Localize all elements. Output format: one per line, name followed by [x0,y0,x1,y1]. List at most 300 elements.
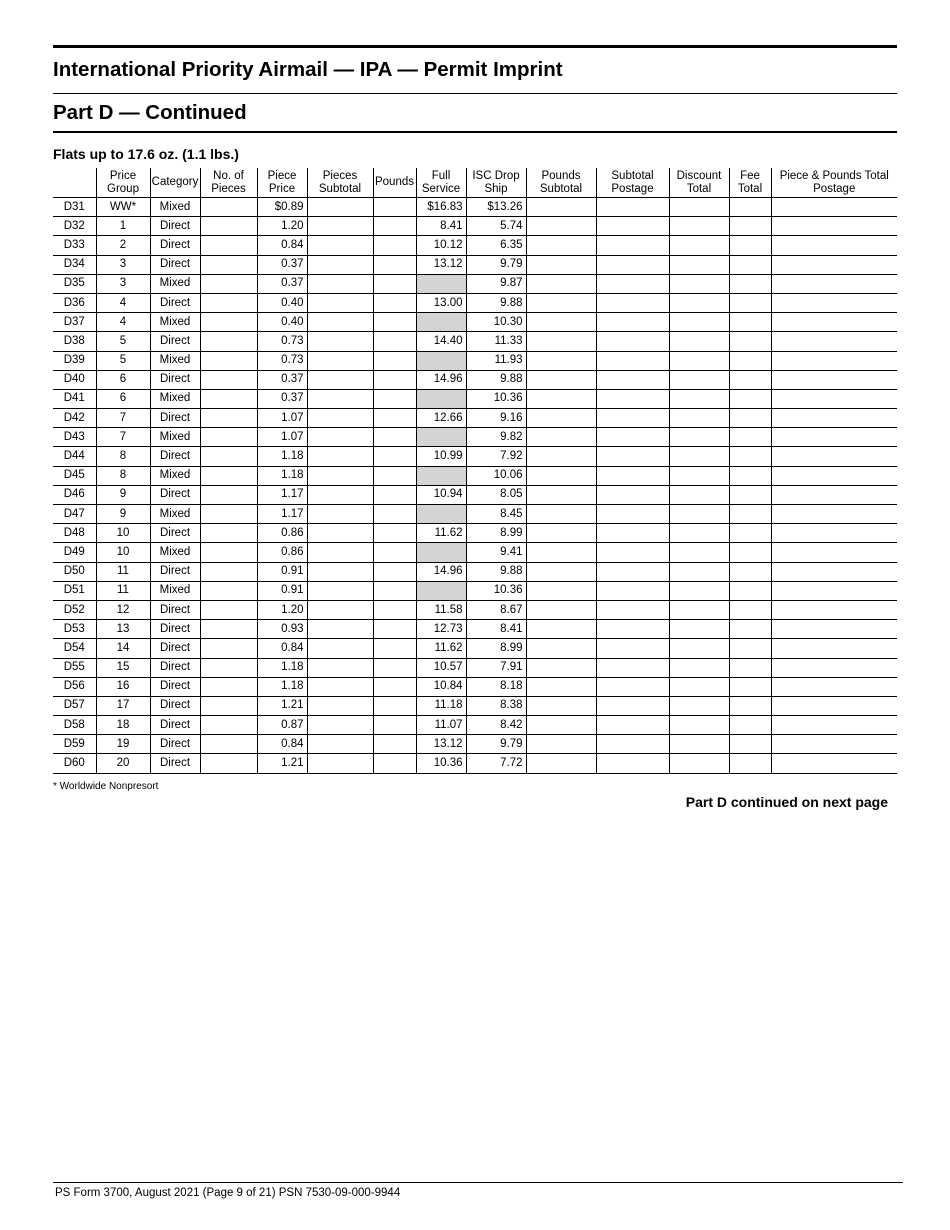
subtotal-postage-field[interactable] [596,600,669,619]
fee-total-field[interactable] [729,389,771,408]
total-postage-field[interactable] [771,466,897,485]
discount-total-field[interactable] [669,505,729,524]
pounds-field[interactable] [373,447,416,466]
price-group-cell: 10 [96,543,150,562]
pounds-field[interactable] [373,543,416,562]
piece-price-cell: 1.18 [257,658,307,677]
pounds-subtotal-field[interactable] [526,313,596,332]
line-number-cell: D43 [53,428,96,447]
total-postage-field[interactable] [771,313,897,332]
total-postage-field[interactable] [771,485,897,504]
pounds-field[interactable] [373,428,416,447]
pieces-subtotal-field[interactable] [307,754,373,773]
discount-total-field[interactable] [669,735,729,754]
total-postage-field[interactable] [771,658,897,677]
isc-drop-ship-cell: 8.45 [466,505,526,524]
pounds-field[interactable] [373,524,416,543]
fee-total-field[interactable] [729,620,771,639]
pounds-subtotal-field[interactable] [526,370,596,389]
pounds-field[interactable] [373,236,416,255]
no-of-pieces-field[interactable] [200,754,257,773]
full-service-cell: 14.96 [416,562,466,581]
pounds-field[interactable] [373,313,416,332]
pounds-field[interactable] [373,658,416,677]
fee-total-field[interactable] [729,677,771,696]
subtotal-postage-field[interactable] [596,639,669,658]
fee-total-field[interactable] [729,466,771,485]
subtotal-postage-field[interactable] [596,428,669,447]
total-postage-field[interactable] [771,293,897,312]
price-group-cell: 8 [96,447,150,466]
line-number-cell: D50 [53,562,96,581]
subtotal-postage-field[interactable] [596,543,669,562]
discount-total-field[interactable] [669,274,729,293]
total-postage-field[interactable] [771,198,897,217]
pieces-subtotal-field[interactable] [307,677,373,696]
discount-total-field[interactable] [669,485,729,504]
total-postage-field[interactable] [771,389,897,408]
subtotal-postage-field[interactable] [596,332,669,351]
pounds-subtotal-field[interactable] [526,447,596,466]
pounds-subtotal-field[interactable] [526,466,596,485]
total-postage-field[interactable] [771,274,897,293]
pieces-subtotal-field[interactable] [307,428,373,447]
piece-price-cell: 0.86 [257,543,307,562]
pieces-subtotal-field[interactable] [307,255,373,274]
subtotal-postage-field[interactable] [596,351,669,370]
pounds-field[interactable] [373,600,416,619]
discount-total-field[interactable] [669,716,729,735]
discount-total-field[interactable] [669,658,729,677]
pieces-subtotal-field[interactable] [307,543,373,562]
fee-total-field[interactable] [729,735,771,754]
total-postage-field[interactable] [771,370,897,389]
fee-total-field[interactable] [729,293,771,312]
pounds-subtotal-field[interactable] [526,658,596,677]
no-of-pieces-field[interactable] [200,505,257,524]
total-postage-field[interactable] [771,620,897,639]
subtotal-postage-field[interactable] [596,447,669,466]
pounds-subtotal-field[interactable] [526,716,596,735]
subtotal-postage-field[interactable] [596,677,669,696]
discount-total-field[interactable] [669,370,729,389]
no-of-pieces-field[interactable] [200,274,257,293]
isc-drop-ship-cell: 9.16 [466,409,526,428]
discount-total-field[interactable] [669,255,729,274]
fee-total-field[interactable] [729,332,771,351]
pounds-subtotal-field[interactable] [526,351,596,370]
pieces-subtotal-field[interactable] [307,505,373,524]
subtotal-postage-field[interactable] [596,313,669,332]
pounds-subtotal-field[interactable] [526,332,596,351]
pounds-subtotal-field[interactable] [526,505,596,524]
pieces-subtotal-field[interactable] [307,447,373,466]
table-row [53,217,897,236]
isc-drop-ship-cell: 8.05 [466,485,526,504]
discount-total-field[interactable] [669,236,729,255]
price-group-cell: 20 [96,754,150,773]
pounds-subtotal-field[interactable] [526,600,596,619]
fee-total-field[interactable] [729,562,771,581]
total-postage-field[interactable] [771,332,897,351]
pieces-subtotal-field[interactable] [307,581,373,600]
total-postage-field[interactable] [771,409,897,428]
total-postage-field[interactable] [771,217,897,236]
pounds-subtotal-field[interactable] [526,543,596,562]
no-of-pieces-field[interactable] [200,217,257,236]
pounds-subtotal-field[interactable] [526,524,596,543]
fee-total-field[interactable] [729,716,771,735]
subtotal-postage-field[interactable] [596,620,669,639]
isc-drop-ship-cell: 8.38 [466,696,526,715]
pounds-field[interactable] [373,332,416,351]
pieces-subtotal-field[interactable] [307,600,373,619]
no-of-pieces-field[interactable] [200,255,257,274]
subtotal-postage-field[interactable] [596,389,669,408]
price-group-cell: 15 [96,658,150,677]
subtotal-postage-field[interactable] [596,716,669,735]
no-of-pieces-field[interactable] [200,620,257,639]
no-of-pieces-field[interactable] [200,293,257,312]
subtotal-postage-field[interactable] [596,274,669,293]
pounds-field[interactable] [373,409,416,428]
pieces-subtotal-field[interactable] [307,351,373,370]
pounds-subtotal-field[interactable] [526,677,596,696]
discount-total-field[interactable] [669,217,729,236]
pounds-field[interactable] [373,389,416,408]
discount-total-field[interactable] [669,466,729,485]
discount-total-field[interactable] [669,313,729,332]
category-cell: Direct [150,600,200,619]
total-postage-field[interactable] [771,639,897,658]
pounds-subtotal-field[interactable] [526,696,596,715]
pounds-subtotal-field[interactable] [526,274,596,293]
price-group-cell: 18 [96,716,150,735]
piece-price-cell: 0.91 [257,581,307,600]
table-row [53,581,897,600]
discount-total-field[interactable] [669,639,729,658]
pounds-field[interactable] [373,696,416,715]
header-pounds-subtotal: Pounds Subtotal [526,168,596,198]
fee-total-field[interactable] [729,428,771,447]
no-of-pieces-field[interactable] [200,447,257,466]
no-of-pieces-field[interactable] [200,600,257,619]
isc-drop-ship-cell: 9.79 [466,255,526,274]
discount-total-field[interactable] [669,409,729,428]
fee-total-field[interactable] [729,313,771,332]
subtotal-postage-field[interactable] [596,198,669,217]
category-cell: Direct [150,217,200,236]
subtotal-postage-field[interactable] [596,658,669,677]
full-service-cell [416,274,466,293]
no-of-pieces-field[interactable] [200,351,257,370]
discount-total-field[interactable] [669,600,729,619]
total-postage-field[interactable] [771,505,897,524]
piece-price-cell: 0.37 [257,389,307,408]
discount-total-field[interactable] [669,524,729,543]
total-postage-field[interactable] [771,447,897,466]
pieces-subtotal-field[interactable] [307,293,373,312]
no-of-pieces-field[interactable] [200,658,257,677]
fee-total-field[interactable] [729,351,771,370]
pieces-subtotal-field[interactable] [307,524,373,543]
pounds-subtotal-field[interactable] [526,293,596,312]
pounds-subtotal-field[interactable] [526,428,596,447]
total-postage-field[interactable] [771,351,897,370]
fee-total-field[interactable] [729,198,771,217]
no-of-pieces-field[interactable] [200,236,257,255]
isc-drop-ship-cell: 10.36 [466,581,526,600]
discount-total-field[interactable] [669,677,729,696]
pounds-field[interactable] [373,677,416,696]
fee-total-field[interactable] [729,581,771,600]
pounds-subtotal-field[interactable] [526,389,596,408]
pieces-subtotal-field[interactable] [307,466,373,485]
no-of-pieces-field[interactable] [200,562,257,581]
pieces-subtotal-field[interactable] [307,562,373,581]
pounds-subtotal-field[interactable] [526,639,596,658]
pounds-subtotal-field[interactable] [526,217,596,236]
full-service-cell [416,313,466,332]
pounds-subtotal-field[interactable] [526,236,596,255]
pieces-subtotal-field[interactable] [307,620,373,639]
fee-total-field[interactable] [729,543,771,562]
subtotal-postage-field[interactable] [596,696,669,715]
pounds-subtotal-field[interactable] [526,581,596,600]
subtotal-postage-field[interactable] [596,581,669,600]
discount-total-field[interactable] [669,389,729,408]
subtotal-postage-field[interactable] [596,505,669,524]
total-postage-field[interactable] [771,524,897,543]
pieces-subtotal-field[interactable] [307,332,373,351]
no-of-pieces-field[interactable] [200,409,257,428]
fee-total-field[interactable] [729,600,771,619]
fee-total-field[interactable] [729,370,771,389]
section-heading: Part D — Continued [53,101,247,124]
pieces-subtotal-field[interactable] [307,313,373,332]
subtotal-postage-field[interactable] [596,485,669,504]
pounds-field[interactable] [373,370,416,389]
pieces-subtotal-field[interactable] [307,735,373,754]
pounds-subtotal-field[interactable] [526,409,596,428]
subtotal-postage-field[interactable] [596,524,669,543]
piece-price-cell: 1.20 [257,600,307,619]
fee-total-field[interactable] [729,639,771,658]
table-row [53,543,897,562]
pounds-field[interactable] [373,716,416,735]
pounds-field[interactable] [373,255,416,274]
pieces-subtotal-field[interactable] [307,370,373,389]
total-postage-field[interactable] [771,696,897,715]
no-of-pieces-field[interactable] [200,313,257,332]
full-service-cell: 11.62 [416,639,466,658]
piece-price-cell: 0.91 [257,562,307,581]
fee-total-field[interactable] [729,658,771,677]
fee-total-field[interactable] [729,236,771,255]
total-postage-field[interactable] [771,677,897,696]
no-of-pieces-field[interactable] [200,370,257,389]
discount-total-field[interactable] [669,543,729,562]
pieces-subtotal-field[interactable] [307,217,373,236]
fee-total-field[interactable] [729,524,771,543]
no-of-pieces-field[interactable] [200,639,257,658]
line-number-cell: D42 [53,409,96,428]
line-number-cell: D57 [53,696,96,715]
line-number-cell: D35 [53,274,96,293]
total-postage-field[interactable] [771,716,897,735]
subtotal-postage-field[interactable] [596,293,669,312]
category-cell: Mixed [150,428,200,447]
no-of-pieces-field[interactable] [200,428,257,447]
no-of-pieces-field[interactable] [200,389,257,408]
fee-total-field[interactable] [729,255,771,274]
total-postage-field[interactable] [771,236,897,255]
fee-total-field[interactable] [729,447,771,466]
line-number-cell: D34 [53,255,96,274]
pieces-subtotal-field[interactable] [307,274,373,293]
discount-total-field[interactable] [669,332,729,351]
price-group-cell: 2 [96,236,150,255]
no-of-pieces-field[interactable] [200,581,257,600]
total-postage-field[interactable] [771,543,897,562]
discount-total-field[interactable] [669,581,729,600]
piece-price-cell: 1.21 [257,754,307,773]
total-postage-field[interactable] [771,754,897,773]
pounds-field[interactable] [373,639,416,658]
discount-total-field[interactable] [669,754,729,773]
pounds-field[interactable] [373,505,416,524]
category-cell: Mixed [150,351,200,370]
fee-total-field[interactable] [729,696,771,715]
discount-total-field[interactable] [669,562,729,581]
pieces-subtotal-field[interactable] [307,236,373,255]
pieces-subtotal-field[interactable] [307,696,373,715]
subtotal-postage-field[interactable] [596,217,669,236]
pieces-subtotal-field[interactable] [307,198,373,217]
pieces-subtotal-field[interactable] [307,716,373,735]
price-group-cell: WW* [96,198,150,217]
no-of-pieces-field[interactable] [200,198,257,217]
fee-total-field[interactable] [729,485,771,504]
category-cell: Mixed [150,313,200,332]
subtotal-postage-field[interactable] [596,735,669,754]
fee-total-field[interactable] [729,274,771,293]
table-row [53,389,897,408]
no-of-pieces-field[interactable] [200,524,257,543]
pounds-subtotal-field[interactable] [526,620,596,639]
full-service-cell [416,428,466,447]
pounds-field[interactable] [373,485,416,504]
piece-price-cell: 1.17 [257,505,307,524]
pounds-subtotal-field[interactable] [526,735,596,754]
discount-total-field[interactable] [669,428,729,447]
discount-total-field[interactable] [669,620,729,639]
table-header-row [53,168,897,198]
piece-price-cell: 0.87 [257,716,307,735]
pounds-field[interactable] [373,274,416,293]
table-row [53,351,897,370]
price-group-cell: 6 [96,370,150,389]
pounds-field[interactable] [373,735,416,754]
total-postage-field[interactable] [771,581,897,600]
no-of-pieces-field[interactable] [200,332,257,351]
pounds-field[interactable] [373,351,416,370]
subtotal-postage-field[interactable] [596,409,669,428]
fee-total-field[interactable] [729,409,771,428]
pounds-field[interactable] [373,466,416,485]
header-category: Category [150,168,200,198]
pieces-subtotal-field[interactable] [307,409,373,428]
pounds-subtotal-field[interactable] [526,754,596,773]
no-of-pieces-field[interactable] [200,485,257,504]
piece-price-cell: $0.89 [257,198,307,217]
table-row [53,735,897,754]
no-of-pieces-field[interactable] [200,696,257,715]
line-number-cell: D56 [53,677,96,696]
pounds-field[interactable] [373,198,416,217]
pounds-field[interactable] [373,293,416,312]
discount-total-field[interactable] [669,293,729,312]
fee-total-field[interactable] [729,505,771,524]
pounds-field[interactable] [373,620,416,639]
pounds-field[interactable] [373,581,416,600]
total-postage-field[interactable] [771,255,897,274]
subtotal-postage-field[interactable] [596,370,669,389]
fee-total-field[interactable] [729,217,771,236]
total-postage-field[interactable] [771,562,897,581]
piece-price-cell: 0.84 [257,735,307,754]
line-number-cell: D41 [53,389,96,408]
subtotal-postage-field[interactable] [596,236,669,255]
total-postage-field[interactable] [771,428,897,447]
pounds-field[interactable] [373,562,416,581]
pieces-subtotal-field[interactable] [307,389,373,408]
pounds-field[interactable] [373,217,416,236]
fee-total-field[interactable] [729,754,771,773]
pounds-subtotal-field[interactable] [526,562,596,581]
full-service-cell: 11.58 [416,600,466,619]
pounds-field[interactable] [373,754,416,773]
pounds-subtotal-field[interactable] [526,198,596,217]
total-postage-field[interactable] [771,600,897,619]
discount-total-field[interactable] [669,351,729,370]
discount-total-field[interactable] [669,198,729,217]
pounds-subtotal-field[interactable] [526,485,596,504]
subtotal-postage-field[interactable] [596,754,669,773]
total-postage-field[interactable] [771,735,897,754]
header-isc-drop-ship: ISC Drop Ship [466,168,526,198]
pieces-subtotal-field[interactable] [307,639,373,658]
pieces-subtotal-field[interactable] [307,485,373,504]
no-of-pieces-field[interactable] [200,677,257,696]
header-fee-total: Fee Total [729,168,771,198]
no-of-pieces-field[interactable] [200,543,257,562]
price-group-cell: 9 [96,505,150,524]
subtotal-postage-field[interactable] [596,255,669,274]
subtotal-postage-field[interactable] [596,562,669,581]
table-row [53,524,897,543]
no-of-pieces-field[interactable] [200,466,257,485]
no-of-pieces-field[interactable] [200,716,257,735]
pieces-subtotal-field[interactable] [307,658,373,677]
discount-total-field[interactable] [669,696,729,715]
table-row [53,505,897,524]
pounds-subtotal-field[interactable] [526,255,596,274]
no-of-pieces-field[interactable] [200,735,257,754]
discount-total-field[interactable] [669,447,729,466]
category-cell: Direct [150,370,200,389]
subtotal-postage-field[interactable] [596,466,669,485]
